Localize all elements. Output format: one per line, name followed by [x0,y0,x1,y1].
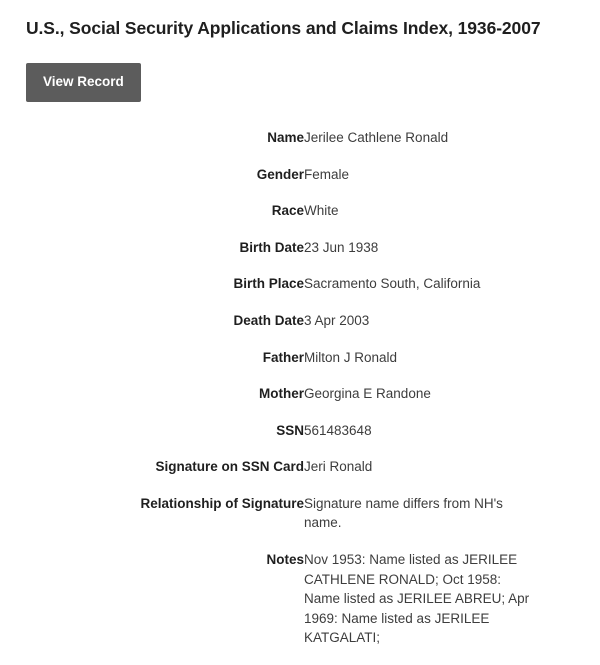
field-label-ssn: SSN [276,422,304,438]
field-value-text: Jerilee Cathlene Ronald [304,130,449,146]
table-row [26,201,574,238]
table-row [26,311,574,348]
field-value-relationship-of-signature [304,494,574,550]
field-label-mother: Mother [259,386,304,402]
table-row [26,457,574,494]
field-value-text: Nov 1953: Name listed as JERILEE CATHLENE RONALD; Oct 1958: Name listed as JERILEE ABREU; Apr 1969: Name listed as JERILEE KATGALATI; [304,551,530,646]
field-label-birth-date: Birth Date [239,239,304,255]
field-value-signature-on-ssn-card [304,457,574,494]
field-value-text: 23 Jun 1938 [304,239,379,255]
field-label-relationship-of-signature: Relationship of Signature [140,495,304,511]
field-value-text: Georgina E Randone [304,386,431,402]
table-row [26,238,574,275]
field-value-text: Jeri Ronald [304,459,373,475]
field-value-race [304,201,574,238]
table-row [26,348,574,385]
field-label-death-date: Death Date [233,313,304,329]
field-label-notes: Notes [266,551,304,567]
table-row [26,494,574,550]
table-row [26,165,574,202]
field-label-name: Name [267,130,304,146]
field-label-birth-place: Birth Place [233,276,304,292]
field-label-race: Race [271,203,304,219]
field-value-name [304,128,574,165]
field-value-text: Female [304,166,350,182]
table-row [26,421,574,458]
table-row [26,128,574,165]
field-value-notes [304,550,574,665]
field-value-mother [304,384,574,421]
field-value-text: 3 Apr 2003 [304,313,370,329]
field-value-text: White [304,203,339,219]
field-label-father: Father [262,349,304,365]
field-value-birth-place [304,274,574,311]
table-row [26,274,574,311]
field-label-signature-on-ssn-card: Signature on SSN Card [155,459,304,475]
button-row [26,63,574,102]
table-row [26,550,574,665]
field-value-text: 561483648 [304,422,372,438]
field-value-text: Sacramento South, California [304,276,481,292]
table-row [26,384,574,421]
field-label-gender: Gender [256,166,304,182]
field-value-death-date [304,311,574,348]
field-value-ssn [304,421,574,458]
record-fields-body [26,128,574,665]
field-value-birth-date [304,238,574,275]
record-fields-table [26,128,574,665]
field-value-text: Signature name differs from NH's name. [304,495,503,531]
page-title: U.S., Social Security Applications and Claims Index, 1936-2007 [26,18,541,38]
field-value-text: Milton J Ronald [304,349,398,365]
field-value-father [304,348,574,385]
view-record-button[interactable]: View Record [26,63,141,102]
field-value-gender [304,165,574,202]
